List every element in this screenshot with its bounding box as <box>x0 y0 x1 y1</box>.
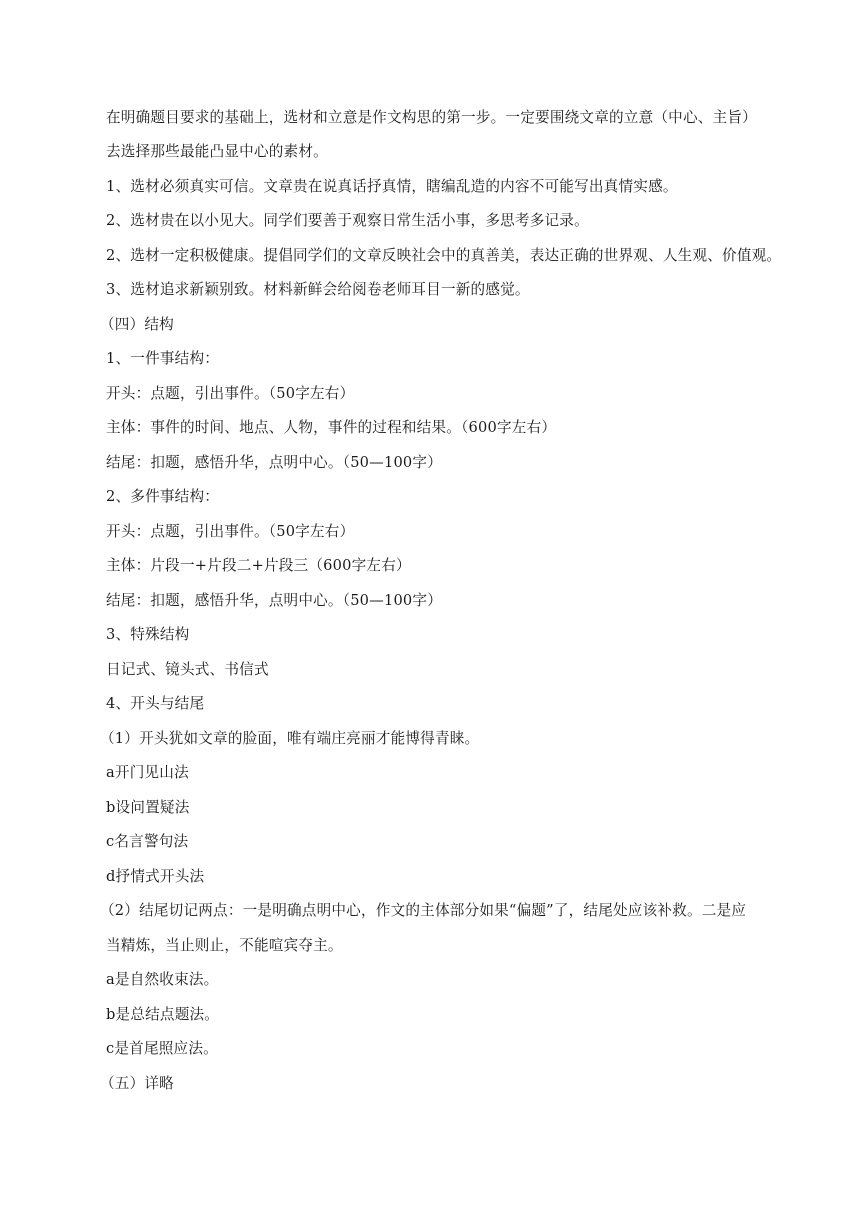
section-heading-structure: （四）结构 <box>100 316 174 333</box>
paragraph-multi-body: 主体：片段一+片段二+片段三（600字左右） <box>106 557 411 574</box>
list-item-ending-a: a是自然收束法。 <box>106 971 219 988</box>
paragraph-ending-intro-line2: 当精炼，当止则止，不能喧宾夺主。 <box>106 937 343 954</box>
paragraph-single-body: 主体：事件的时间、地点、人物，事件的过程和结果。（600字左右） <box>106 419 557 436</box>
paragraph-special-types: 日记式、镜头式、书信式 <box>106 661 269 678</box>
list-item-opening-c: c名言警句法 <box>106 833 189 850</box>
list-item-ending-b: b是总结点题法。 <box>106 1006 220 1023</box>
paragraph-opening-intro: （1）开头犹如文章的脸面，唯有端庄亮丽才能博得青睐。 <box>100 730 480 747</box>
paragraph-multi-opening: 开头：点题，引出事件。（50字左右） <box>106 523 355 540</box>
paragraph-material-2: 2、选材贵在以小见大。同学们要善于观察日常生活小事，多思考多记录。 <box>106 212 589 229</box>
list-item-opening-d: d抒情式开头法 <box>106 868 205 885</box>
paragraph-intro-line1: 在明确题目要求的基础上，选材和立意是作文构思的第一步。一定要围绕文章的立意（中心、主旨） <box>106 109 757 126</box>
subheading-single-event: 1、一件事结构： <box>106 350 220 367</box>
paragraph-single-opening: 开头：点题，引出事件。（50字左右） <box>106 385 355 402</box>
list-item-opening-b: b设问置疑法 <box>106 799 190 816</box>
subheading-special-structure: 3、特殊结构 <box>106 626 190 643</box>
paragraph-single-ending: 结尾：扣题，感悟升华，点明中心。（50—100字） <box>106 454 443 471</box>
list-item-ending-c: c是首尾照应法。 <box>106 1040 218 1057</box>
paragraph-multi-ending: 结尾：扣题，感悟升华，点明中心。（50—100字） <box>106 592 443 609</box>
paragraph-intro-line2: 去选择那些最能凸显中心的素材。 <box>106 143 328 160</box>
paragraph-material-4: 3、选材追求新颖别致。材料新鲜会给阅卷老师耳目一新的感觉。 <box>106 281 530 298</box>
subheading-multi-event: 2、多件事结构： <box>106 488 220 505</box>
paragraph-material-1: 1、选材必须真实可信。文章贵在说真话抒真情，瞎编乱造的内容不可能写出真情实感。 <box>106 178 678 195</box>
list-item-opening-a: a开门见山法 <box>106 764 189 781</box>
subheading-opening-ending: 4、开头与结尾 <box>106 695 205 712</box>
paragraph-ending-intro-line1: （2）结尾切记两点：一是明确点明中心，作文的主体部分如果“偏题”了，结尾处应该补救。二是应 <box>100 902 747 919</box>
section-heading-detail: （五）详略 <box>100 1075 174 1092</box>
paragraph-material-3: 2、选材一定积极健康。提倡同学们的文章反映社会中的真善美，表达正确的世界观、人生观、价值观。 <box>106 247 782 264</box>
